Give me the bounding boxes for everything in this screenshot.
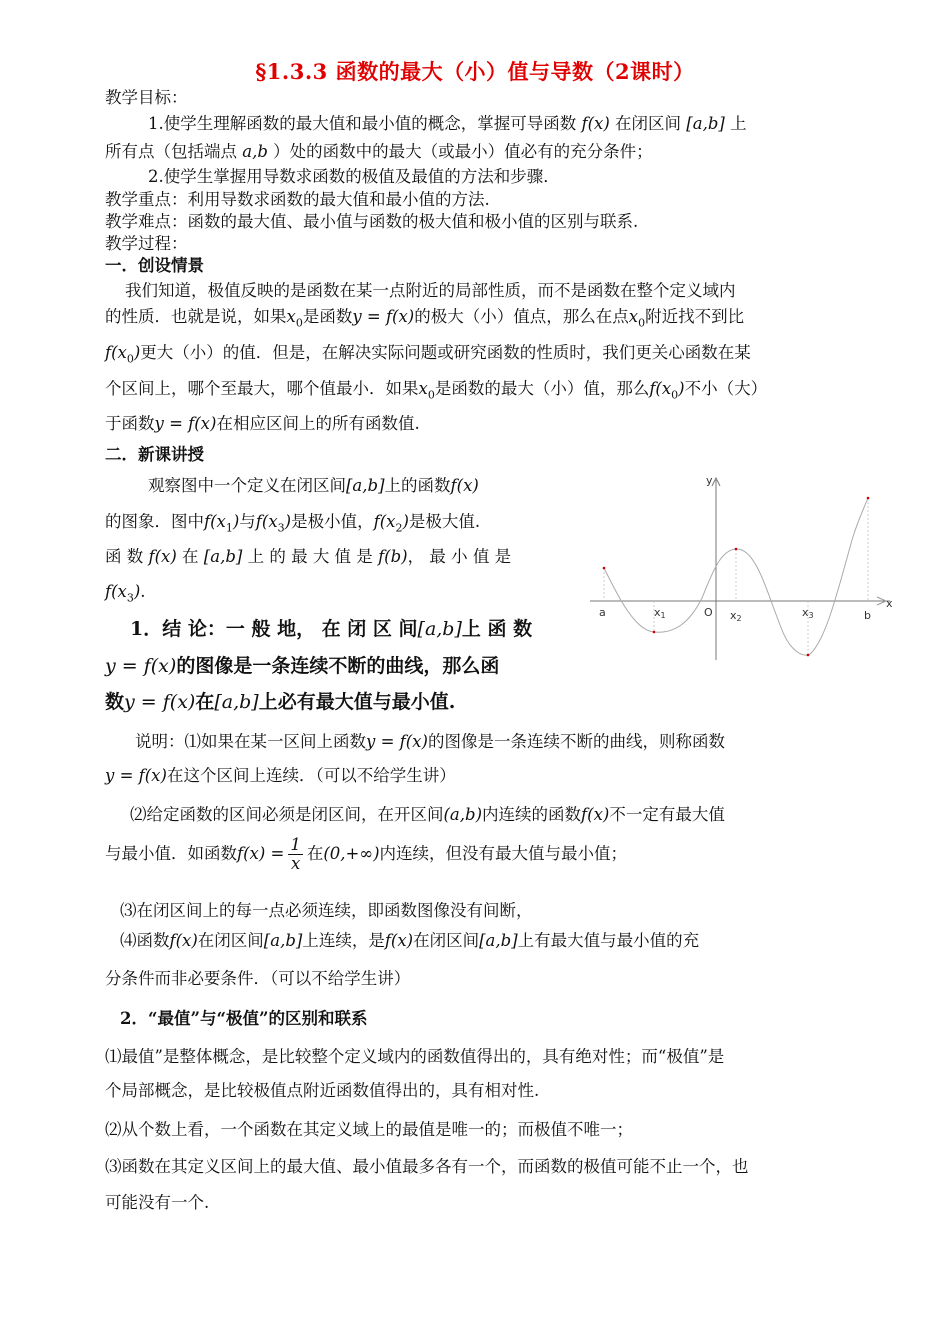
- text-span: 的性质．也就是说，如果: [105, 307, 287, 326]
- math-fx: f(x: [649, 379, 672, 398]
- math-x0: [286, 307, 303, 330]
- s2-line-3: [105, 545, 565, 569]
- key-point: 教学重点：利用导数求函数的最大值和最小值的方法.: [105, 190, 490, 209]
- math-fx: f(x: [373, 512, 396, 531]
- text-span: 是极大值.: [408, 512, 481, 531]
- note-4-line-1: [120, 929, 699, 953]
- s2-line-2: [105, 510, 480, 540]
- text-span: 不一定有最大值: [609, 805, 725, 824]
- math-x: x: [418, 379, 428, 398]
- note-2-line-2: [105, 834, 627, 874]
- subscript: 0: [126, 352, 134, 366]
- math-fx: f(x: [105, 343, 127, 362]
- point-x3: [807, 654, 810, 657]
- math-interval: [a,b]: [346, 476, 385, 495]
- math-open-interval: (a,b): [443, 805, 483, 824]
- text-span: 观察图中一个定义在闭区间: [148, 476, 346, 495]
- math-fx3: $f(x_3)$: [105, 582, 141, 605]
- conclusion-line-3: [105, 690, 455, 714]
- function-curve: [604, 498, 868, 655]
- text-span: 上必有最大值与最小值.: [258, 691, 456, 713]
- math-fx: f(x): [581, 805, 610, 824]
- math-fx-eq: f(x) =: [237, 844, 285, 863]
- process-heading: 教学过程：: [105, 234, 188, 253]
- subscript: 2: [395, 521, 403, 535]
- text-span: 更大（小）的值．但是，在解决实际问题或研究函数的性质时，我们更关心函数在某: [140, 343, 751, 362]
- text-span: 是函数的最大（小）值，那么: [434, 379, 650, 398]
- diff-1-line-1: ⑴最值”是整体概念，是比较整个定义域内的函数值得出的，具有绝对性；而“极值”是: [105, 1047, 725, 1066]
- text-span: 1.使学生理解函数的最大值和最小值的概念，掌握可导函数: [148, 114, 577, 133]
- page-title: §1.3.3 函数的最大（小）值与导数（2课时）: [255, 59, 695, 84]
- math-interval: [a,b]: [214, 691, 259, 713]
- math-y-eq-fx: y = f(x): [105, 655, 177, 677]
- text-span: 上的函数: [384, 476, 451, 495]
- section-2-heading: 二．新课讲授: [105, 445, 204, 464]
- numerator: 1: [290, 835, 301, 854]
- text-span: 数: [105, 691, 125, 713]
- label-x: x: [654, 606, 661, 619]
- s1-line-4: [105, 377, 767, 407]
- text-span: 在闭区间: [197, 931, 264, 950]
- label-x1: [654, 606, 666, 620]
- diff-2: ⑵从个数上看，一个函数在其定义域上的最值是唯一的；而极值不唯一；: [105, 1120, 633, 1139]
- math-interval: [a,b]: [263, 931, 303, 950]
- objectives-heading: 教学目标：: [105, 88, 188, 107]
- math-fx: f(x: [204, 512, 226, 531]
- s1-line-5: [105, 412, 420, 436]
- conclusion-line-1: [130, 617, 532, 641]
- note-4-line-2: 分条件而非必要条件．（可以不给学生讲）: [105, 969, 411, 988]
- point-a: [603, 567, 606, 570]
- subscript: 3: [277, 521, 285, 535]
- s1-line-1: 我们知道，极值反映的是函数在某一点附近的局部性质，而不是函数在整个定义域内: [125, 281, 736, 300]
- fraction-1-over-x: [288, 836, 303, 873]
- label-sub: 2: [736, 614, 742, 623]
- text-span: ⑵给定函数的区间必须是闭区间，在开区间: [130, 805, 444, 824]
- text-span: 在: [195, 691, 215, 713]
- math-x0: [418, 379, 435, 402]
- math-fx: f(x): [581, 114, 610, 133]
- math-fx: f(x): [384, 931, 414, 950]
- text-span: 与: [239, 512, 256, 531]
- text-span: 在: [182, 547, 199, 566]
- text-span: ， 最 小 值 是: [407, 547, 512, 566]
- text-span: 的图像是一条连续不断的曲线，那么函: [176, 655, 500, 677]
- math-fx: f(x): [169, 931, 198, 950]
- label-y: y: [706, 474, 713, 487]
- text-span: 在闭区间: [615, 114, 682, 133]
- math-x0: [628, 307, 646, 330]
- math-fx: f(x: [105, 582, 127, 601]
- text-span: 在相应区间上的所有函数值.: [216, 414, 420, 433]
- math-fx: f(x): [450, 476, 479, 495]
- math-f-x0: $f(x_0)$: [105, 343, 141, 366]
- note-1-line-2: [105, 764, 456, 788]
- subscript: 1: [225, 521, 233, 535]
- label-x: x: [886, 597, 893, 610]
- objective-1-line-1: [148, 112, 747, 136]
- s1-line-3: [105, 341, 751, 371]
- subscript: 0: [295, 316, 303, 330]
- math-interval: [a,b]: [686, 114, 725, 133]
- text-span: 上 函 数: [461, 618, 533, 640]
- text-span: 在这个区间上连续．（可以不给学生讲）: [166, 766, 456, 785]
- text-span: 在闭区间: [413, 931, 480, 950]
- label-x2: [730, 609, 742, 623]
- text-span: 个区间上，哪个至最大，哪个值最小．如果: [105, 379, 419, 398]
- math-fx2: $f(x_2)$: [373, 512, 409, 535]
- text-span: 是函数: [302, 307, 353, 326]
- note-3: ⑶在闭区间上的每一点必须连续，即函数图像没有间断，: [120, 901, 533, 920]
- math-y-eq-fx: y = f(x): [124, 691, 196, 713]
- point-b: [867, 497, 870, 500]
- text-span: ）处的函数中的最大（或最小）值必有的充分条件；: [273, 142, 653, 161]
- math-y-eq-fx: y = f(x): [105, 766, 167, 785]
- math-fx: f(x: [255, 512, 278, 531]
- text-span: 与最小值．如函数: [105, 844, 237, 863]
- subscript: 3: [126, 591, 134, 605]
- text-span: ⑷函数: [120, 931, 170, 950]
- conclusion-line-2: [105, 654, 499, 678]
- point-x2: [735, 548, 738, 551]
- objective-2: 2.使学生掌握用导数求函数的极值及最值的方法和步骤．: [148, 167, 560, 186]
- math-y-eq-fx: y = f(x): [154, 414, 217, 433]
- difficulty: 教学难点：函数的最大值、最小值与函数的极大值和极小值的区别与联系.: [105, 212, 639, 231]
- diff-1-line-2: 个局部概念，是比较极值点附近函数值得出的，具有相对性.: [105, 1081, 540, 1100]
- text-span: 在: [306, 844, 324, 863]
- text-span: 所有点（包括端点: [105, 142, 237, 161]
- math-endpoints: a,b: [242, 142, 268, 161]
- math-zero-inf: (0,+∞): [323, 844, 380, 863]
- text-span: 的图像是一条连续不断的曲线，则称函数: [427, 732, 725, 751]
- math-fx1: $f(x_1)$: [204, 512, 240, 535]
- math-x: x: [286, 307, 296, 326]
- math-y-eq-fx: y = f(x): [352, 307, 415, 326]
- s2-line-1: [148, 474, 479, 498]
- math-interval: [a,b]: [479, 931, 518, 950]
- denominator: x: [290, 854, 301, 873]
- label-sub: 3: [808, 611, 814, 620]
- label-b: b: [864, 609, 871, 622]
- text-span: 说明：⑴如果在某一区间上函数: [135, 732, 366, 751]
- subscript: 0: [671, 388, 679, 402]
- note-1-line-1: [135, 730, 725, 754]
- subscript: 0: [638, 316, 646, 330]
- text-span: 是极小值，: [291, 512, 374, 531]
- math-f-x0: $f(x_0)$: [649, 379, 685, 402]
- text-span: 1．结 论：一 般 地， 在 闭 区 间: [130, 618, 418, 640]
- label-origin: O: [704, 606, 713, 619]
- diff-3-line-2: 可能没有一个.: [105, 1193, 210, 1212]
- subscript: 0: [427, 388, 435, 402]
- math-fb: f(b): [378, 547, 408, 566]
- text-span: 不小（大）: [684, 379, 768, 398]
- text-span: 函 数: [105, 547, 144, 566]
- s1-line-2: [105, 305, 744, 335]
- label-a: a: [599, 606, 606, 619]
- point-x1: [653, 631, 656, 634]
- text-span: 上有最大值与最小值的充: [517, 931, 700, 950]
- note-2-line-1: [130, 803, 725, 827]
- text-span: 附近找不到比: [645, 307, 745, 326]
- text-span: 内连续的函数: [482, 805, 582, 824]
- label-x: x: [802, 606, 809, 619]
- s2-line-4: $f(x_3)$.: [105, 582, 146, 605]
- objective-1-line-2: [105, 140, 653, 164]
- math-fx3: $f(x_3)$: [255, 512, 292, 535]
- diff-3-line-1: ⑶函数在其定义区间上的最大值、最小值最多各有一个，而函数的极值可能不止一个，也: [105, 1157, 749, 1176]
- text-span: 的图象．图中: [105, 512, 204, 531]
- text-span: 的极大（小）值点，那么在点: [414, 307, 629, 326]
- label-x3: [802, 606, 814, 620]
- text-span: 内连续，但没有最大值与最小值；: [379, 844, 628, 863]
- text-span: 上连续，是: [302, 931, 385, 950]
- function-graph: [590, 470, 910, 670]
- math-fx: f(x): [148, 547, 177, 566]
- section-1-heading: 一．创设情景: [105, 256, 204, 275]
- math-y-eq-fx: y = f(x): [366, 732, 428, 751]
- math-interval: [a,b]: [417, 618, 462, 640]
- text-span: 于函数: [105, 414, 155, 433]
- text-span: 上: [730, 114, 747, 133]
- text-span: 上 的 最 大 值 是: [247, 547, 373, 566]
- label-x: x: [730, 609, 737, 622]
- math-x: x: [628, 307, 639, 326]
- label-sub: 1: [660, 611, 666, 620]
- math-interval: [a,b]: [203, 547, 243, 566]
- subsection-2-heading: 2．“最值”与“极值”的区别和联系: [120, 1009, 368, 1028]
